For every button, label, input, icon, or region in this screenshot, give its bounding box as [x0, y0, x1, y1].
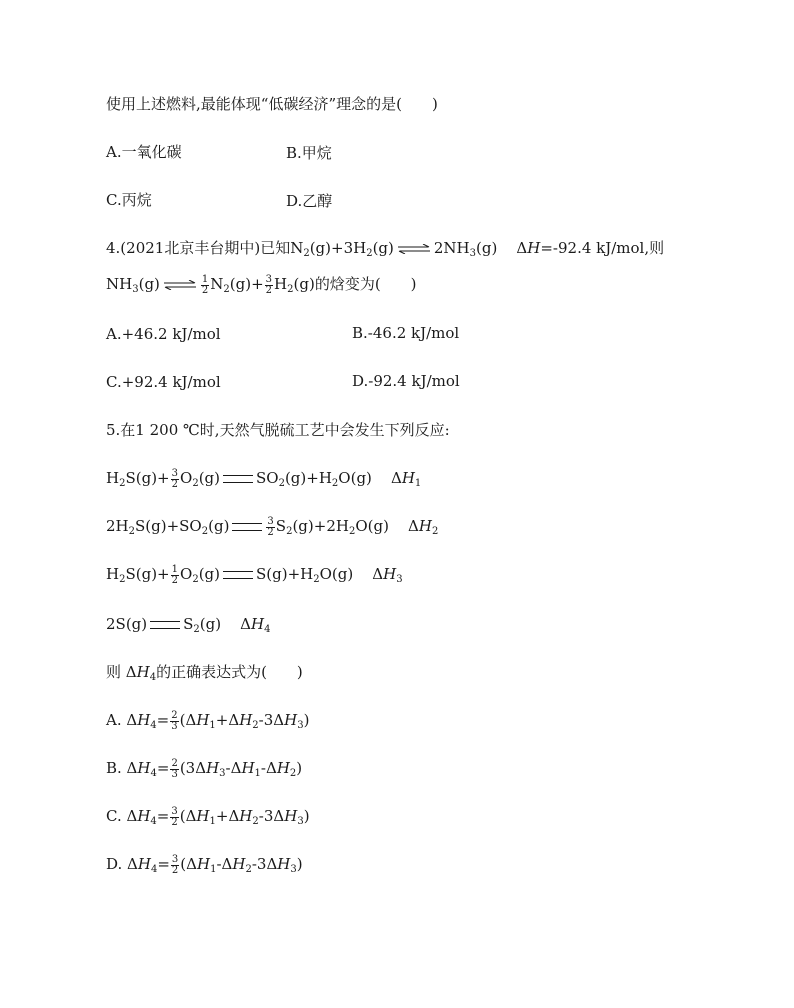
equilibrium-arrow-icon — [163, 280, 197, 290]
equals-arrow-icon — [223, 475, 253, 483]
option-a-q5[interactable]: A. $\Delta H_4=$ $\frac{2}{3}$ $(\Delta H_1+\Delta H_2-3\Delta H_3)$ — [106, 709, 310, 732]
option-d-q5[interactable]: D. $\Delta H_4=$ $\frac{3}{2}$ $(\Delta H_1-\Delta H_2-3\Delta H_3)$ — [106, 853, 303, 876]
equals-arrow-icon — [150, 621, 180, 629]
q4-stem-prefix: 4.(2021北京丰台期中)已知 — [106, 239, 291, 257]
question-intro: 使用上述燃料,最能体现“低碳经济”理念的是( ) — [106, 95, 438, 113]
fraction-half: $\frac{1}{2}$ — [201, 273, 209, 296]
option-b-q3[interactable]: B.甲烷 — [286, 144, 332, 162]
option-c-q5[interactable]: C. $\Delta H_4=$ $\frac{3}{2}$ $(\Delta H_1+\Delta H_2-3\Delta H_3)$ — [106, 805, 310, 828]
option-c-q4[interactable]: C.+92.4 kJ/mol — [106, 373, 221, 391]
q4-delta-h: ΔH=-92.4 kJ/mol,则 — [516, 239, 665, 257]
q5-ask: 则 $\Delta H_4$的正确表达式为( ) — [106, 663, 303, 683]
option-a-q4[interactable]: A.+46.2 kJ/mol — [106, 325, 221, 343]
equals-arrow-icon — [223, 571, 253, 579]
q5-equation-4: 2S(g) $S_2(g)$ $\Delta H_4$ — [106, 615, 271, 635]
q4-stem-line2 — [106, 274, 417, 300]
equilibrium-arrow-icon — [397, 244, 431, 254]
q4-stem-suffix: 的焓变为( ) — [314, 275, 417, 293]
equals-arrow-icon — [232, 523, 262, 531]
q5-equation-3: $H_2S(g)+$ $\frac{1}{2}$ $O_2(g)$ $S(g)+H_2O(g)$ $\Delta H_3$ — [106, 563, 403, 586]
q5-equation-2: $2H_2S(g)+SO_2(g)$ $\frac{3}{2}$ $S_2(g)+2H_2O(g)$ $\Delta H_2$ — [106, 515, 439, 538]
q5-equation-1: $H_2S(g)+$ $\frac{3}{2}$ $O_2(g)$ $SO_2(g)+H_2O(g)$ $\Delta H_1$ — [106, 467, 422, 490]
fraction-three-halves: $\frac{3}{2}$ — [265, 273, 273, 296]
option-d-q3[interactable]: D.乙醇 — [286, 192, 333, 210]
q4-stem-line1 — [106, 238, 664, 264]
q4-reaction: $N_2(g)+3H_2(g)$ $2NH_3(g)$ — [290, 239, 498, 259]
option-b-q4[interactable]: B.-46.2 kJ/mol — [352, 324, 460, 342]
option-c-q3[interactable]: C.丙烷 — [106, 191, 152, 209]
q4-reverse-reaction: $NH_3(g)$ $\frac{1}{2}$ $N_2(g)+$ $\frac{3}{2}$ $H_2(g)$ — [106, 273, 315, 296]
option-b-q5[interactable]: B. $\Delta H_4=$ $\frac{2}{3}$ $(3\Delta H_3-\Delta H_1-\Delta H_2)$ — [106, 757, 303, 780]
option-d-q4[interactable]: D.-92.4 kJ/mol — [352, 372, 460, 390]
option-a-q3[interactable]: A.一氧化碳 — [106, 143, 182, 161]
q5-stem: 5.在1 200 ℃时,天然气脱硫工艺中会发生下列反应: — [106, 421, 450, 439]
